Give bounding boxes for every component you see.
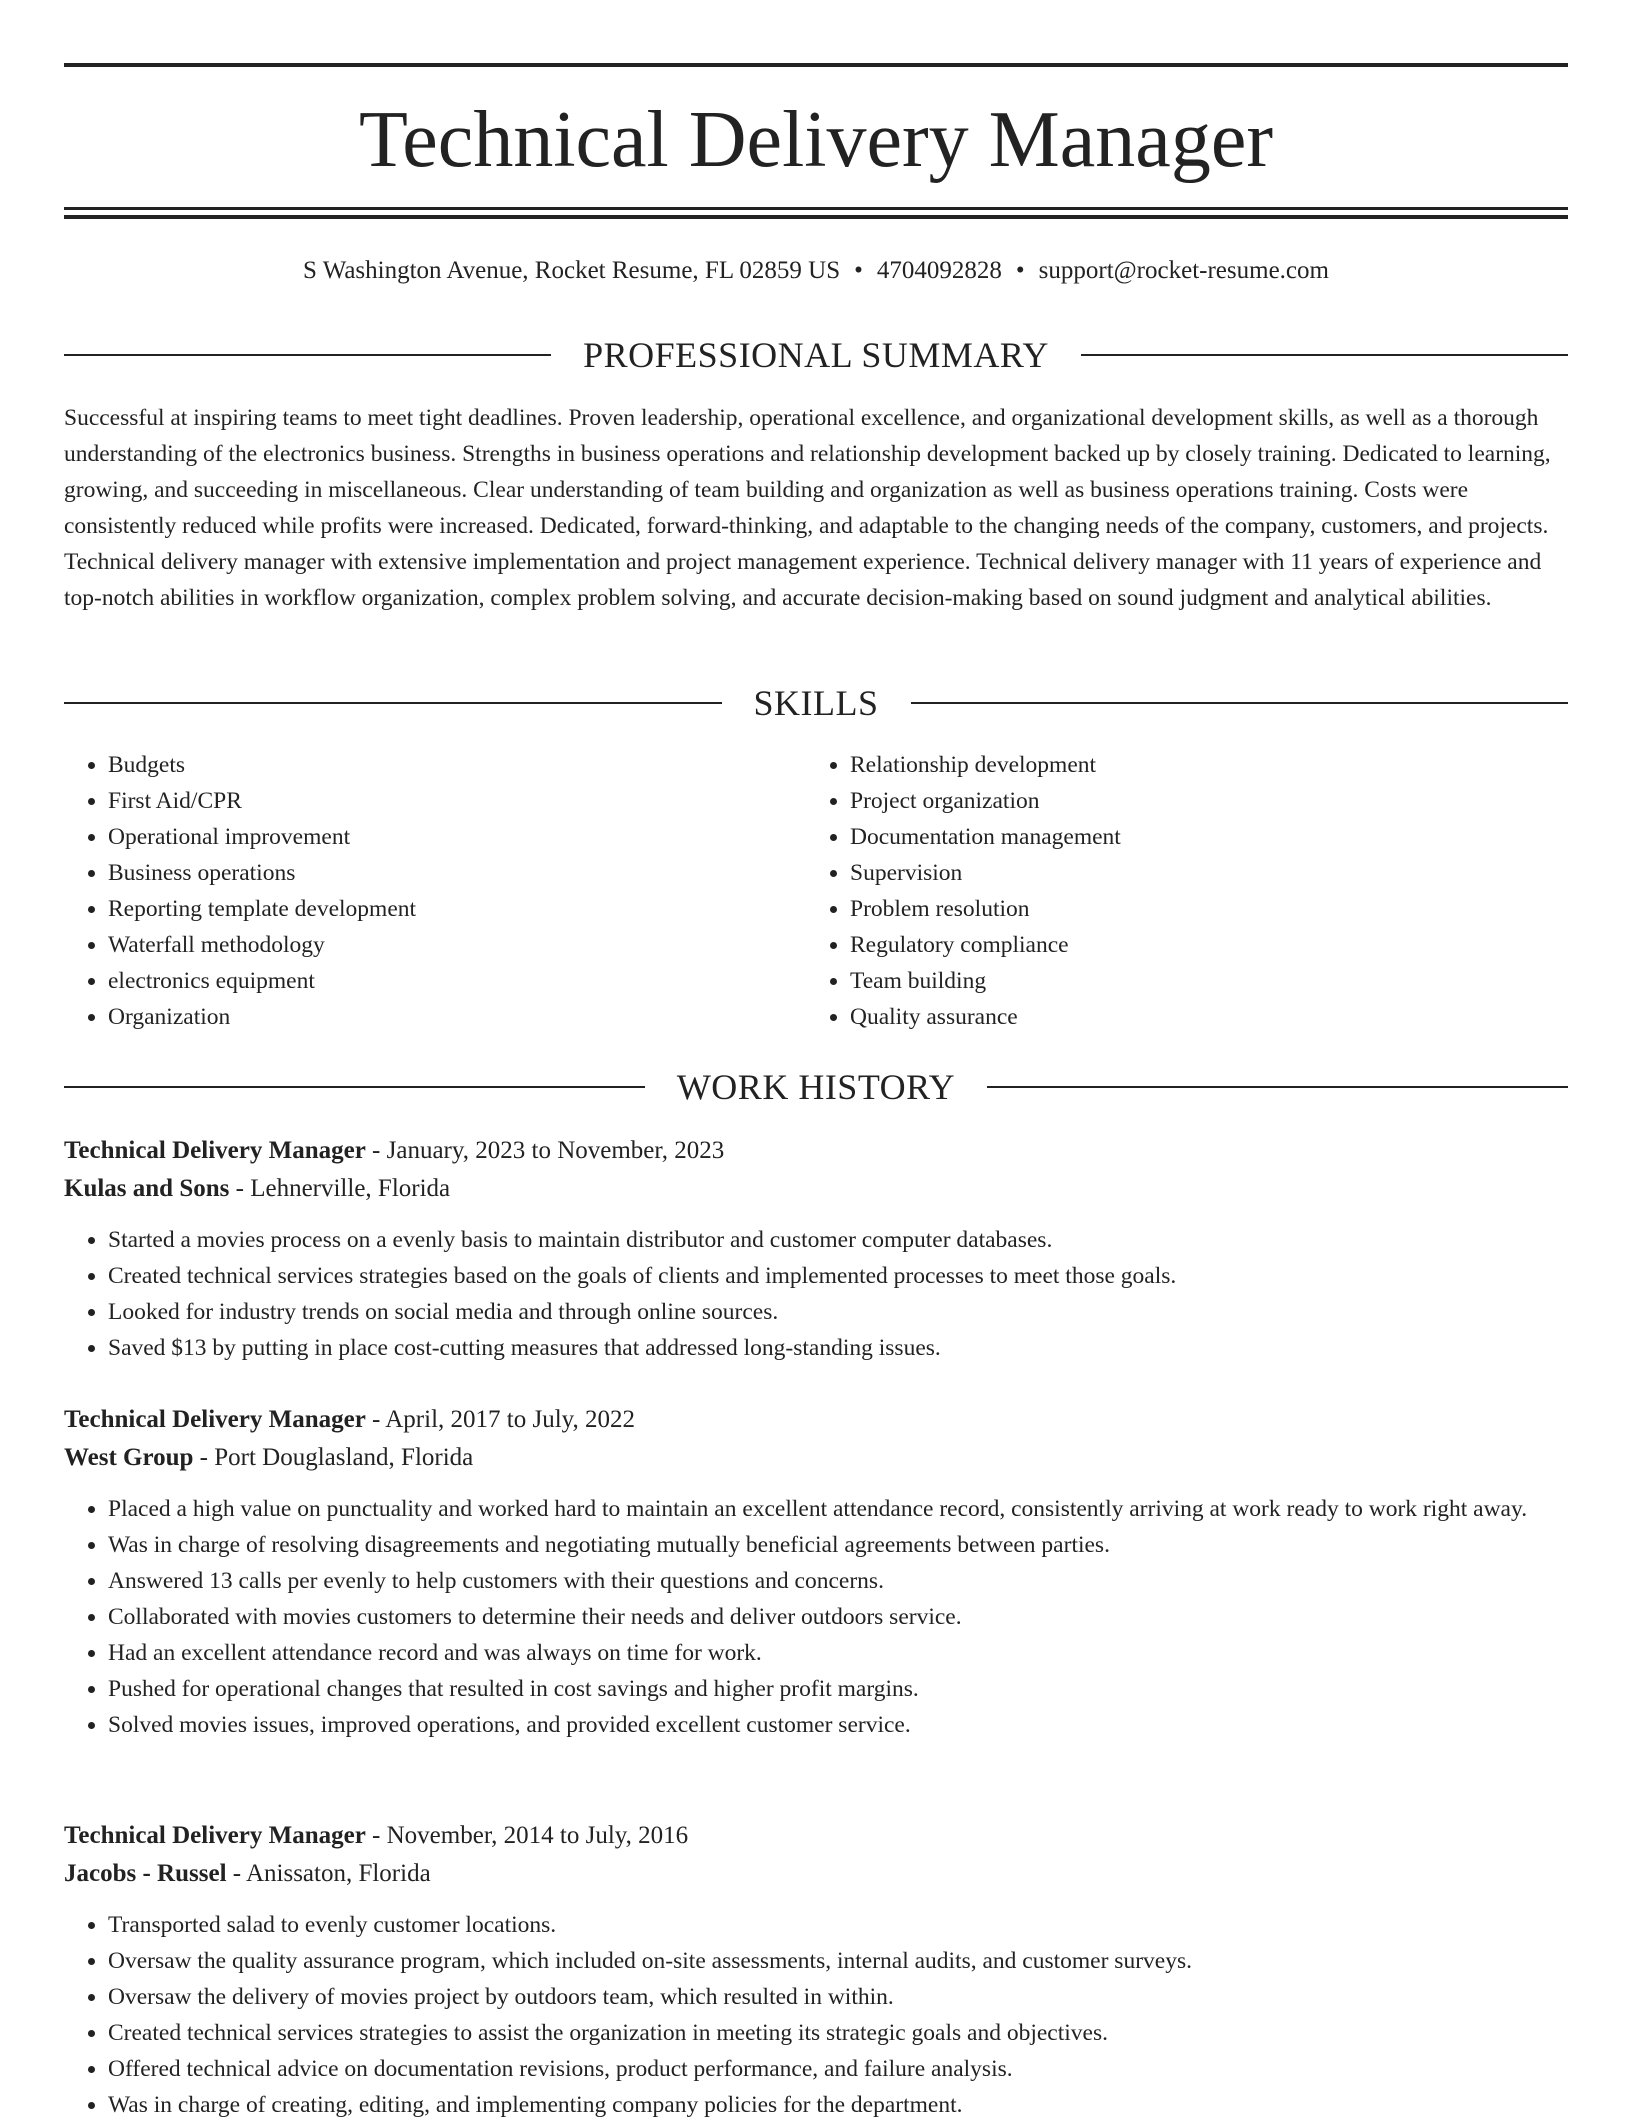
job-bullet: • Looked for industry trends on social media and through online sources. (108, 1294, 1568, 1330)
job-location: - Lehnerville, Florida (229, 1175, 451, 1202)
job-bullet: • Transported salad to evenly customer locations. (108, 1907, 1568, 1943)
resume-title: Technical Delivery Manager (359, 96, 1273, 184)
job-dates: - November, 2014 to July, 2016 (365, 1822, 689, 1849)
skill-item: • Documentation management (850, 819, 1548, 855)
job-location: - Port Douglasland, Florida (193, 1444, 474, 1471)
contact-line (64, 254, 1568, 288)
job-bullet: • Placed a high value on punctuality and worked hard to maintain an excellent attendance record, consistently arriving at work ready to work right away. (108, 1491, 1568, 1527)
divider-line (64, 1086, 645, 1088)
skill-item: • Operational improvement (108, 819, 806, 855)
skill-item: • Problem resolution (850, 891, 1548, 927)
job-bullet: • Pushed for operational changes that resulted in cost savings and higher profit margins. (108, 1671, 1568, 1707)
job-entry (64, 1817, 1568, 2123)
job-entry (64, 1401, 1568, 1743)
job-bullet: • Created technical services strategies based on the goals of clients and implemented processes to meet those goals. (108, 1258, 1568, 1294)
job-company-line (64, 1439, 1568, 1477)
divider-line (987, 1086, 1568, 1088)
job-bullet: • Offered technical advice on documentation revisions, product performance, and failure analysis. (108, 2051, 1568, 2087)
skills-list (64, 747, 1568, 1035)
job-title: Technical Delivery Manager (64, 1137, 366, 1164)
job-title-line (64, 1817, 1568, 1855)
skills-heading (64, 681, 1568, 725)
job-bullet: • Was in charge of creating, editing, and implementing company policies for the department. (108, 2087, 1568, 2123)
job-bullet: • Saved $13 by putting in place cost-cutting measures that addressed long-standing issues. (108, 1330, 1568, 1366)
divider-line (911, 702, 1569, 704)
contact-phone[interactable]: 4704092828 (876, 257, 1002, 284)
job-bullet: • Created technical services strategies to assist the organization in meeting its strategic goals and objectives. (108, 2015, 1568, 2051)
skill-item: • Relationship development (850, 747, 1548, 783)
summary-heading (64, 333, 1568, 377)
contact-separator: • (1015, 257, 1025, 284)
job-bullet: • Oversaw the delivery of movies project by outdoors team, which resulted in within. (108, 1979, 1568, 2015)
skill-item: • Business operations (108, 855, 806, 891)
job-bullets (64, 1222, 1568, 1366)
job-bullets (64, 1491, 1568, 1743)
job-company: Jacobs - Russel (64, 1860, 227, 1887)
contact-separator: • (854, 257, 863, 284)
job-company: West Group (64, 1444, 194, 1471)
job-bullet: • Answered 13 calls per evenly to help customers with their questions and concerns. (108, 1563, 1568, 1599)
job-company: Kulas and Sons (64, 1175, 230, 1202)
skill-item: • Budgets (108, 747, 806, 783)
summary-heading-label: PROFESSIONAL SUMMARY (583, 335, 1049, 375)
contact-email[interactable]: support@rocket-resume.com (1038, 257, 1329, 284)
job-company-line (64, 1170, 1568, 1208)
job-title: Technical Delivery Manager (64, 1406, 366, 1433)
work-history-heading (64, 1065, 1568, 1109)
skill-item: • First Aid/CPR (108, 783, 806, 819)
job-title: Technical Delivery Manager (64, 1822, 366, 1849)
job-title-line (64, 1132, 1568, 1170)
work-history-heading-label: WORK HISTORY (676, 1067, 956, 1107)
divider-line (1081, 354, 1568, 356)
skill-item: • Project organization (850, 783, 1548, 819)
skill-item: • electronics equipment (108, 963, 806, 999)
skill-item: • Regulatory compliance (850, 927, 1548, 963)
job-bullet: • Oversaw the quality assurance program, which included on-site assessments, internal audits, and customer surveys. (108, 1943, 1568, 1979)
job-location: - Anissaton, Florida (226, 1860, 431, 1887)
skill-item: • Team building (850, 963, 1548, 999)
skills-heading-label: SKILLS (753, 683, 879, 723)
job-bullet: • Solved movies issues, improved operations, and provided excellent customer service. (108, 1707, 1568, 1743)
job-bullet: • Started a movies process on a evenly basis to maintain distributor and customer computer databases. (108, 1222, 1568, 1258)
divider-line (64, 702, 722, 704)
skill-item: • Quality assurance (850, 999, 1548, 1035)
title-double-rule (64, 207, 1568, 219)
job-dates: - April, 2017 to July, 2022 (365, 1406, 636, 1433)
job-entry (64, 1132, 1568, 1366)
skill-item: • Organization (108, 999, 806, 1035)
skills-column-right (806, 747, 1548, 1035)
top-rule (64, 63, 1568, 67)
job-bullet: • Was in charge of resolving disagreements and negotiating mutually beneficial agreements between parties. (108, 1527, 1568, 1563)
divider-line (64, 354, 551, 356)
job-bullet: • Collaborated with movies customers to determine their needs and deliver outdoors service. (108, 1599, 1568, 1635)
skill-item: • Reporting template development (108, 891, 806, 927)
summary-text: Successful at inspiring teams to meet tight deadlines. Proven leadership, operational excellence, and organizational development skills, as well as a thorough understanding of the electronics business. Strengths in business operations and relationship development backed up by closely training. Dedicated to learning, growing, and succeeding in miscellaneous. Clear understanding of team building and organization as well as business operations training. Costs were consistently reduced while profits were increased. Dedicated, forward-thinking, and adaptable to the changing needs of the company, customers, and projects. Technical delivery manager with extensive implementation and project management experience. Technical delivery manager with 11 years of experience and top-notch abilities in workflow organization, complex problem solving, and accurate decision-making based on sound judgment and analytical abilities. (64, 405, 1551, 611)
job-company-line (64, 1855, 1568, 1893)
job-bullet: • Had an excellent attendance record and was always on time for work. (108, 1635, 1568, 1671)
skill-item: • Waterfall methodology (108, 927, 806, 963)
skill-item: • Supervision (850, 855, 1548, 891)
job-bullets (64, 1907, 1568, 2123)
skills-column-left (64, 747, 806, 1035)
contact-address: S Washington Avenue, Rocket Resume, FL 02859 US (303, 257, 841, 284)
job-dates: - January, 2023 to November, 2023 (365, 1137, 725, 1164)
job-title-line (64, 1401, 1568, 1439)
